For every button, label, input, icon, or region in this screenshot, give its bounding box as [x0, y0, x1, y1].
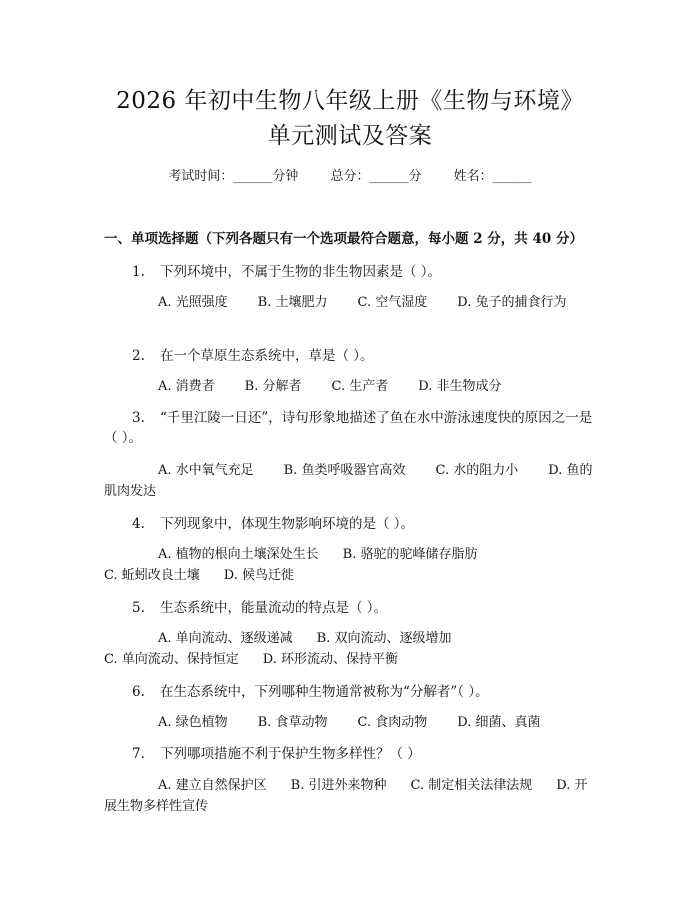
document-title-line1: 2026 年初中生物八年级上册《生物与环境》	[116, 88, 584, 114]
option-b: B. 食草动物	[257, 715, 328, 730]
question-stem: 下列哪项措施不利于保护生物多样性？（ ）	[160, 746, 421, 762]
option-a: A. 绿色植物	[158, 715, 228, 730]
option-d: D. 候鸟迁徙	[223, 568, 294, 583]
option-a: A. 植物的根向土壤深处生长	[158, 547, 319, 562]
option-d: D. 兔子的捕食行为	[457, 295, 567, 310]
question-number: 5.	[132, 600, 145, 616]
option-b: B. 引进外来物种	[290, 778, 387, 793]
option-d: D. 环形流动、保持平衡	[262, 652, 398, 667]
student-name-field: 姓名：______	[453, 169, 532, 184]
question-5	[104, 598, 594, 618]
option-b: B. 骆驼的驼峰储存脂肪	[342, 547, 478, 562]
option-b: B. 分解者	[244, 379, 302, 394]
option-a: A. 光照强度	[158, 295, 228, 310]
question-2	[104, 346, 594, 366]
options-7	[104, 775, 594, 817]
question-7	[104, 744, 594, 764]
option-d: D. 非生物成分	[418, 379, 502, 394]
options-6	[104, 712, 594, 733]
option-d: D. 开展生物多样性宣传	[104, 778, 588, 814]
options-1	[104, 292, 594, 313]
question-stem: 在一个草原生态系统中，草是（ ）。	[160, 348, 374, 364]
option-c: C. 蚯蚓改良土壤	[104, 568, 200, 583]
option-b: B. 鱼类呼吸器官高效	[283, 463, 406, 478]
option-b: B. 土壤肥力	[257, 295, 328, 310]
question-number: 3.	[132, 410, 145, 426]
exam-info	[0, 168, 700, 186]
option-c: C. 水的阻力小	[435, 463, 519, 478]
section-heading: 一、单项选择题（下列各题只有一个选项最符合题意，每小题 2 分，共 40 分）	[104, 231, 583, 247]
question-number: 6.	[132, 684, 145, 700]
question-stem: 在生态系统中，下列哪种生物通常被称为“分解者”（ ）。	[160, 684, 489, 700]
options-5	[104, 628, 594, 670]
question-stem: 下列现象中，体现生物影响环境的是（ ）。	[160, 516, 415, 532]
question-1	[104, 262, 594, 282]
option-c: C. 生产者	[331, 379, 389, 394]
option-a: A. 建立自然保护区	[158, 778, 267, 793]
options-4	[104, 544, 594, 586]
options-3	[104, 460, 594, 502]
option-c: C. 制定相关法律法规	[410, 778, 533, 793]
question-stem: 生态系统中，能量流动的特点是（ ）。	[160, 600, 388, 616]
option-a: A. 水中氧气充足	[158, 463, 254, 478]
options-2	[104, 376, 594, 397]
option-c: C. 食肉动物	[357, 715, 428, 730]
document-title-line2: 单元测试及答案	[267, 123, 433, 149]
question-3	[104, 408, 594, 448]
question-number: 2.	[132, 348, 145, 364]
total-score-field: 总分：______分	[330, 169, 422, 184]
exam-time-field: 考试时间：______分钟	[168, 169, 299, 184]
option-d: D. 细菌、真菌	[457, 715, 541, 730]
question-stem: “千里江陵一日还”，诗句形象地描述了鱼在水中游泳速度快的原因之一是（ ）。	[104, 410, 593, 446]
option-c: C. 空气湿度	[357, 295, 428, 310]
question-number: 1.	[132, 264, 145, 280]
question-number: 4.	[132, 516, 145, 532]
question-stem: 下列环境中，不属于生物的非生物因素是（ ）。	[160, 264, 442, 280]
question-4	[104, 514, 594, 534]
option-b: B. 双向流动、逐级增加	[316, 631, 452, 646]
option-a: A. 单向流动、逐级递减	[158, 631, 293, 646]
question-number: 7.	[132, 746, 145, 762]
option-a: A. 消费者	[158, 379, 215, 394]
option-c: C. 单向流动、保持恒定	[104, 652, 239, 667]
option-d: D. 鱼的肌肉发达	[104, 463, 593, 499]
question-6	[104, 682, 594, 702]
